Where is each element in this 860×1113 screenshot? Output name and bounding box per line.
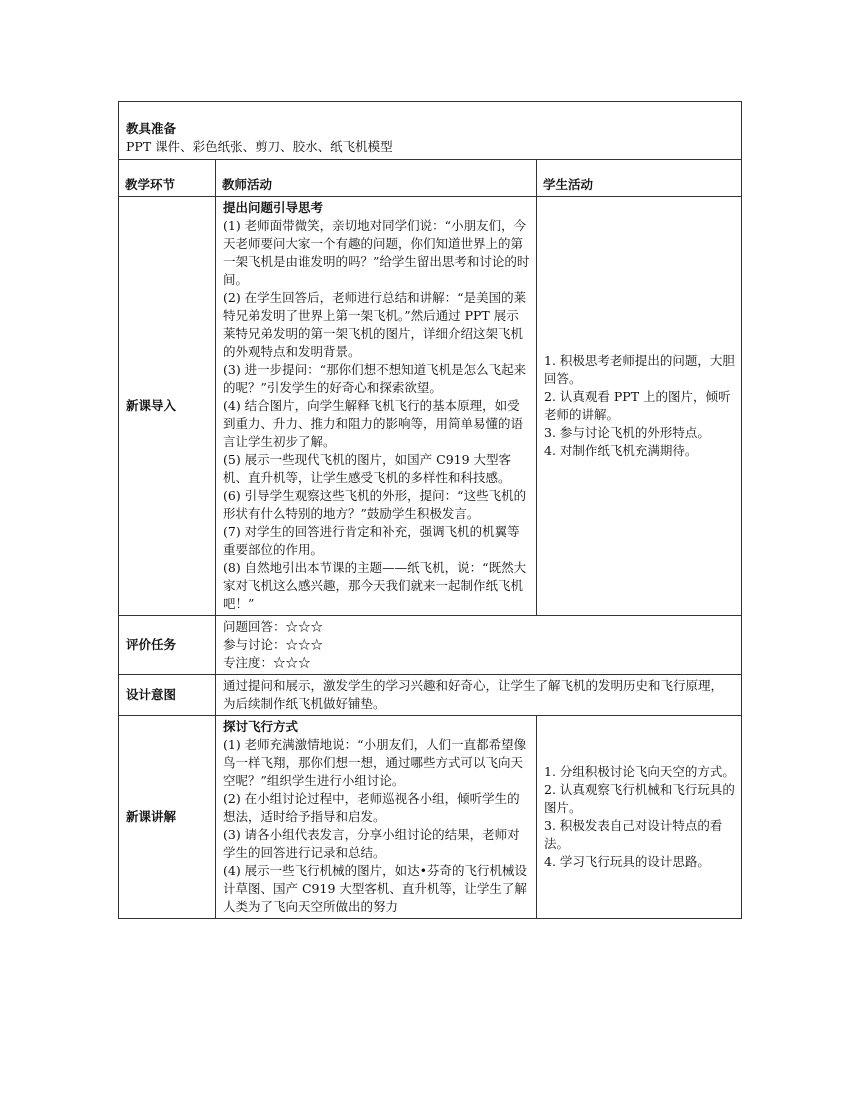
intro-heading: 提出问题引导思考 (223, 200, 324, 215)
evaluation-item: 参与讨论：☆☆☆ (223, 637, 324, 652)
intro-teacher-item: (2) 在学生回答后，老师进行总结和讲解：“是美国的莱特兄弟发明了世界上第一架飞机。”然后通过 PPT 展示莱特兄弟发明的第一架飞机的图片，详细介绍这架飞机的外观特点和发明背景。 (223, 290, 527, 359)
intro-student-item: 3. 参与讨论飞机的外形特点。 (544, 425, 710, 440)
prep-title: 教具准备 (126, 121, 177, 136)
intro-student-cell (537, 197, 742, 616)
intro-teacher-cell (216, 197, 537, 616)
lecture-teacher-cell (216, 716, 537, 919)
prep-row (119, 102, 742, 160)
lecture-teacher-item: (1) 老师充满激情地说：“小朋友们，人们一直都希望像鸟一样飞翔，那你们想一想，通过哪些方式可以飞向天空呢？”组织学生进行小组讨论。 (223, 737, 527, 788)
lecture-teacher-item: (3) 请各小组代表发言，分享小组讨论的结果，老师对学生的回答进行记录和总结。 (223, 827, 520, 860)
intro-teacher-item: (5) 展示一些现代飞机的图片，如国产 C919 大型客机、直升机等，让学生感受飞机的多样性和科技感。 (223, 452, 512, 485)
col-header-teacher: 教师活动 (216, 160, 537, 197)
lecture-heading: 探讨飞行方式 (223, 719, 299, 734)
lecture-student-item: 2. 认真观察飞行机械和飞行玩具的图片。 (544, 782, 735, 815)
intro-teacher-item: (6) 引导学生观察这些飞机的外形，提问：“这些飞机的形状有什么特别的地方？”鼓励学生积极发言。 (223, 488, 527, 521)
evaluation-cell (216, 616, 742, 675)
evaluation-row (119, 616, 742, 675)
lecture-teacher-item: (4) 展示一些飞行机械的图片，如达•芬奇的飞行机械设计草图、国产 C919 大型客机、直升机等，让学生了解人类为了飞向天空所做出的努力 (223, 863, 528, 914)
intro-student-item: 1. 积极思考老师提出的问题，大胆回答。 (544, 353, 735, 386)
design-cell (216, 675, 742, 716)
evaluation-label: 评价任务 (119, 616, 216, 675)
lecture-student-item: 3. 积极发表自己对设计特点的看法。 (544, 818, 723, 851)
intro-teacher-item: (4) 结合图片，向学生解释飞机飞行的基本原理，如受到重力、升力、推力和阻力的影响等，用简单易懂的语言让学生初步了解。 (223, 398, 524, 449)
intro-teacher-item: (3) 进一步提问：“那你们想不想知道飞机是怎么飞起来的呢？”引发学生的好奇心和探索欲望。 (223, 362, 527, 395)
intro-teacher-item: (8) 自然地引出本节课的主题——纸飞机，说：“既然大家对飞机这么感兴趣，那今天我们就来一起制作纸飞机吧！” (223, 560, 527, 611)
intro-student-item: 4. 对制作纸飞机充满期待。 (544, 443, 698, 458)
lecture-student-cell (537, 716, 742, 919)
intro-label: 新课导入 (119, 197, 216, 616)
intro-teacher-item: (7) 对学生的回答进行肯定和补充，强调飞机的机翼等重要部位的作用。 (223, 524, 520, 557)
evaluation-item: 专注度：☆☆☆ (223, 655, 311, 670)
col-header-stage: 教学环节 (119, 160, 216, 197)
intro-student-item: 2. 认真观看 PPT 上的图片，倾听老师的讲解。 (544, 389, 731, 422)
lecture-row (119, 716, 742, 919)
col-header-student: 学生活动 (537, 160, 742, 197)
prep-content: PPT 课件、彩色纸张、剪刀、胶水、纸飞机模型 (126, 139, 393, 154)
lecture-teacher-item: (2) 在小组讨论过程中，老师巡视各小组，倾听学生的想法，适时给予指导和启发。 (223, 791, 520, 824)
design-text: 通过提问和展示，激发学生的学习兴趣和好奇心，让学生了解飞机的发明历史和飞行原理，为后续制作纸飞机做好铺垫。 (223, 678, 724, 711)
evaluation-item: 问题回答：☆☆☆ (223, 619, 324, 634)
intro-row (119, 197, 742, 616)
lecture-label: 新课讲解 (119, 716, 216, 919)
design-row (119, 675, 742, 716)
design-label: 设计意图 (119, 675, 216, 716)
prep-cell (119, 102, 742, 160)
lecture-student-item: 1. 分组积极讨论飞向天空的方式。 (544, 764, 735, 779)
header-row (119, 160, 742, 197)
lecture-student-item: 4. 学习飞行玩具的设计思路。 (544, 854, 710, 869)
intro-teacher-item: (1) 老师面带微笑，亲切地对同学们说：“小朋友们，今天老师要问大家一个有趣的问题，你们知道世界上的第一架飞机是由谁发明的吗？”给学生留出思考和讨论的时间。 (223, 218, 530, 287)
lesson-plan-table (118, 101, 742, 919)
